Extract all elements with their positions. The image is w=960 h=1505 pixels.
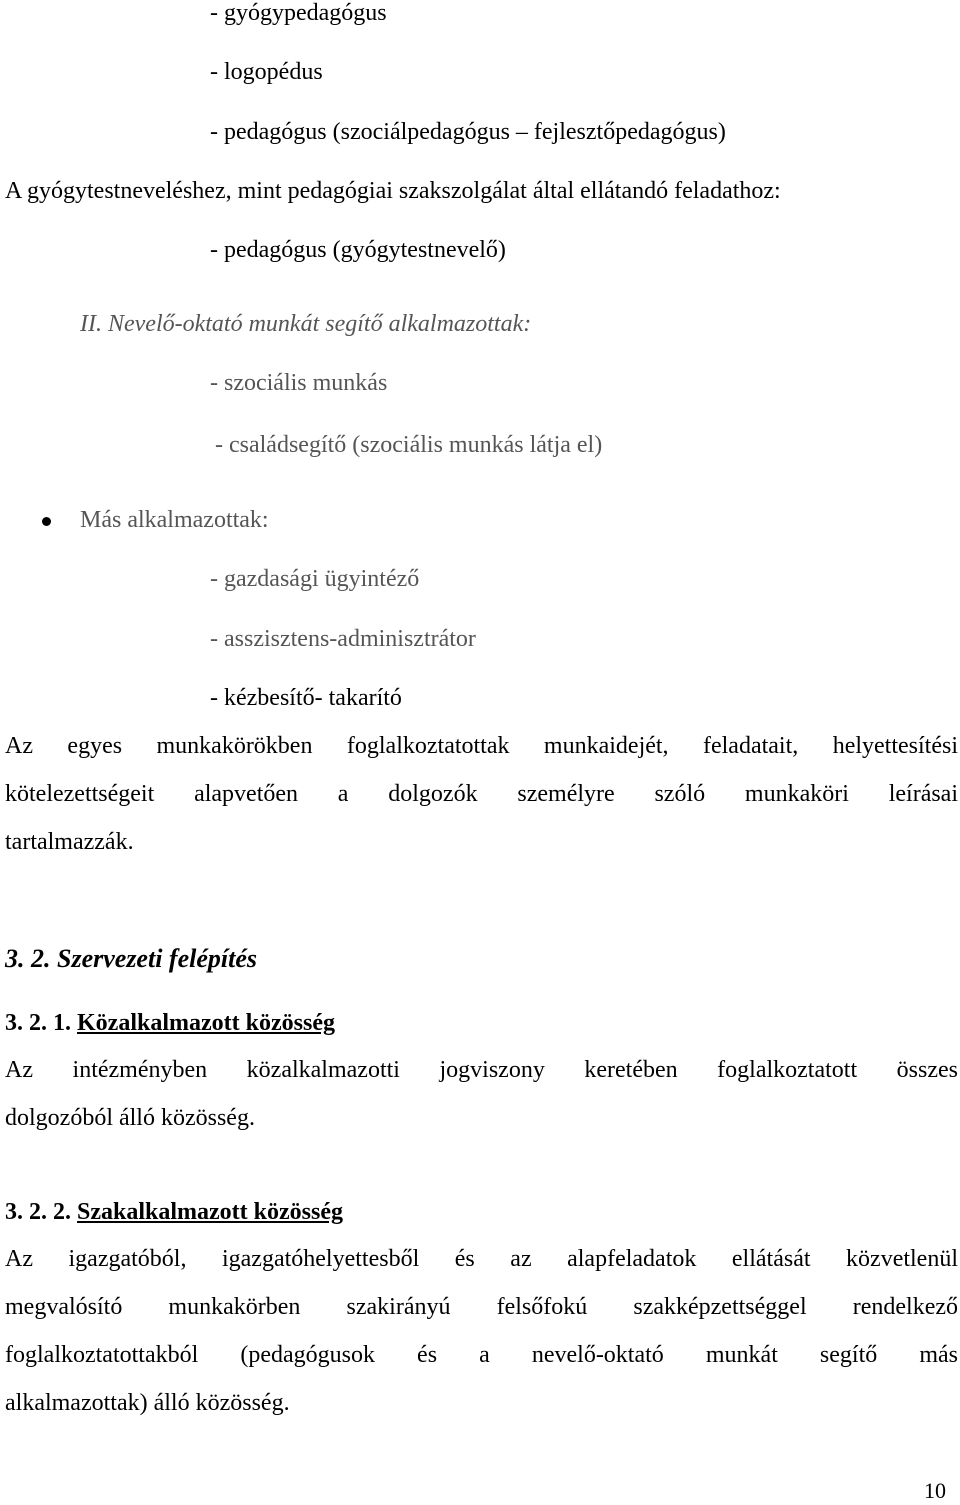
heading-number: 3. 2. 2.	[5, 1199, 71, 1225]
mas-alkalmazottak-title: Más alkalmazottak:	[80, 507, 269, 533]
heading-title: Szakalkalmazott közösség	[77, 1199, 343, 1225]
paragraph-line: tartalmazzák.	[5, 829, 134, 855]
list-item: - gyógypedagógus	[210, 0, 387, 26]
paragraph-line: Az igazgatóból, igazgatóhelyettesből és az alapfeladatok ellátását közvetlenül	[5, 1246, 958, 1272]
list-item: - gazdasági ügyintéző	[210, 566, 420, 592]
heading-number: 3. 2. 1.	[5, 1010, 71, 1036]
list-item: - családsegítő (szociális munkás látja el)	[215, 432, 603, 458]
list-item: - logopédus	[210, 59, 323, 85]
paragraph-line: Az egyes munkakörökben foglalkoztatottak munkaidejét, feladatait, helyettesítési	[5, 733, 958, 759]
list-item: - kézbesítő- takarító	[210, 685, 402, 711]
subsection-heading	[5, 1008, 335, 1038]
list-item: - asszisztens-adminisztrátor	[210, 626, 476, 652]
paragraph-line: Az intézményben közalkalmazotti jogviszony keretében foglalkoztatott összes	[5, 1057, 958, 1083]
heading-title: Közalkalmazott közösség	[77, 1010, 335, 1036]
paragraph-line: alkalmazottak) álló közösség.	[5, 1390, 290, 1416]
list-item: - pedagógus (gyógytestnevelő)	[210, 237, 506, 263]
paragraph-line: dolgozóból álló közösség.	[5, 1105, 255, 1131]
section-heading: 3. 2. Szervezeti felépítés	[5, 944, 257, 973]
list-item: - szociális munkás	[210, 370, 388, 396]
gyogytestneveles-intro: A gyógytestneveléshez, mint pedagógiai szakszolgálat által ellátandó feladathoz:	[5, 178, 781, 204]
list-item: - pedagógus (szociálpedagógus – fejlesztőpedagógus)	[210, 119, 726, 145]
section-ii-title: II. Nevelő-oktató munkát segítő alkalmazottak:	[80, 311, 532, 337]
paragraph-line: megvalósító munkakörben szakirányú felsőfokú szakképzettséggel rendelkező	[5, 1294, 958, 1320]
paragraph-line: foglalkoztatottakból (pedagógusok és a nevelő-oktató munkát segítő más	[5, 1342, 958, 1368]
paragraph-line: kötelezettségeit alapvetően a dolgozók személyre szóló munkaköri leírásai	[5, 781, 958, 807]
subsection-heading	[5, 1197, 343, 1227]
bullet-icon	[42, 517, 51, 526]
page-number: 10	[924, 1478, 946, 1503]
